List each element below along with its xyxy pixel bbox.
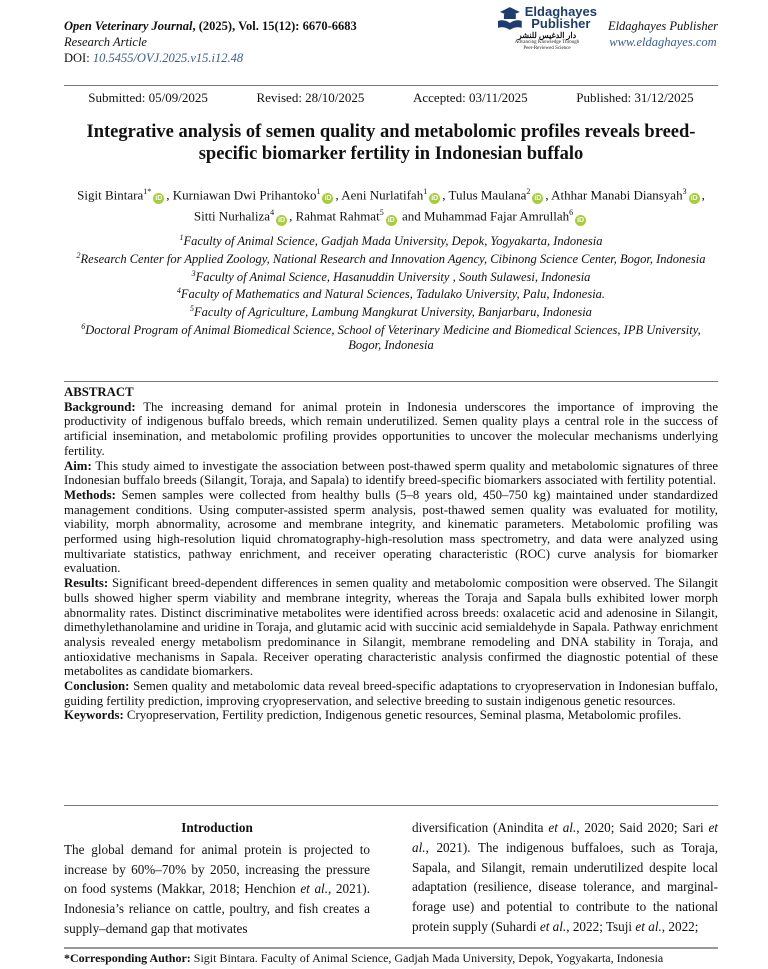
footnote bbox=[64, 951, 718, 966]
author-name: Kurniawan Dwi Prihantoko bbox=[172, 187, 317, 203]
abstract-section bbox=[64, 459, 718, 488]
accepted-date: Accepted: 03/11/2025 bbox=[413, 90, 528, 105]
section-label: Keywords: bbox=[64, 708, 124, 723]
section-label: Results: bbox=[64, 576, 109, 591]
orcid-icon[interactable]: iD bbox=[577, 216, 585, 224]
abstract-section bbox=[64, 400, 718, 459]
book-cap-icon bbox=[497, 5, 523, 31]
affiliation-mark: 5 bbox=[190, 304, 195, 313]
paper-title: Integrative analysis of semen quality and metabolomic profiles reveals breed-specific biomarker fertility in Indonesian buffalo bbox=[86, 122, 696, 164]
logo-arabic: دار الدغيس للنشر bbox=[517, 31, 577, 40]
author-name: Tulus Maulana bbox=[448, 187, 527, 203]
logo-line2: Publisher bbox=[531, 16, 591, 31]
affiliation bbox=[64, 267, 718, 285]
author-affiliation-mark: 4 bbox=[270, 208, 275, 218]
affiliation-text: Doctoral Program of Animal Biomedical Science, School of Veterinary Medicine and Biomedical Sciences, IPB University, Bogor, Indonesia bbox=[85, 322, 701, 352]
abstract-section bbox=[64, 576, 718, 679]
section-label: Aim: bbox=[64, 458, 92, 473]
author-affiliation-mark: 1 bbox=[316, 187, 321, 196]
section-label: Conclusion: bbox=[64, 679, 130, 694]
footnote-divider bbox=[64, 947, 718, 949]
section-text: Semen samples were collected from healthy bulls (5–8 years old, 450–750 kg) maintained under standardized management conditions. Using computer-assisted sperm analysis, post-thawed semen quality was evaluated for motility, viability, morph abnormality, acrosome and membrane integrity, and kinematic parameters. Metabolomic profiling was performed using high-resolution liquid chromatography-high-resolution mass spectrometry, and data were analyzed using multivariate statistics, pathway enrichment, and receiver operating characteristic (ROC) curve analysis for biomarker evaluation. bbox=[64, 487, 718, 576]
affiliation bbox=[64, 320, 718, 352]
affiliation-mark: 1 bbox=[179, 233, 184, 242]
article-type: Research Article bbox=[64, 35, 147, 49]
orcid-icon[interactable]: iD bbox=[534, 195, 542, 203]
logo-tagline2: Peer-Reviewed Science bbox=[523, 46, 571, 51]
affiliation-mark: 6 bbox=[81, 321, 86, 331]
affiliation bbox=[64, 302, 718, 320]
author-list: Sigit Bintara$^{1*}$iD , Kurniawan Dwi Prihantoko$^1$iD , Aeni Nurlatifah$^1$iD , Tulus Maulana$^2$iD , Athhar Manabi Diansyah$^3$iD , Sitti Nurhaliza$^4$iD , Rahmat Rahmat$^5$iD and Muhammad Fajar Amrullah$^6$iD bbox=[77, 187, 705, 224]
logo-line1: Eldaghayes bbox=[524, 4, 597, 19]
divider bbox=[64, 381, 718, 382]
intro-heading: Introduction bbox=[181, 820, 253, 835]
publisher-info bbox=[608, 18, 718, 50]
author-affiliation-mark: 3 bbox=[682, 187, 687, 196]
orcid-icon[interactable]: iD bbox=[278, 216, 286, 224]
affiliation bbox=[64, 249, 718, 267]
affiliation-text: Faculty of Animal Science, Gadjah Mada University, Depok, Yogyakarta, Indonesia bbox=[183, 234, 603, 249]
publisher-logo bbox=[497, 5, 597, 52]
dates-row bbox=[64, 90, 718, 106]
orcid-icon[interactable]: iD bbox=[431, 195, 439, 203]
section-label: Methods: bbox=[64, 487, 116, 502]
abstract-section bbox=[64, 488, 718, 576]
footnote-label: *Corresponding Author: bbox=[64, 951, 191, 965]
section-text: Significant breed-dependent differences in semen quality and metabolomic composition were observed. The Silangit bulls showed higher sperm viability and membrane integrity, whereas the Toraja and Sapala bulls exhibited lower morph abnormality rates. Distinct discriminative metabolites were identified across breeds: oxalacetic acid and adenosine in Silangit, dimethylethanolamine and uridine in Toraja, and glutamic acid with succinic acid semialdehyde in Sapala. Pathway enrichment analysis revealed energy metabolism predominance in Silangit, membrane remodeling and DNA stability in Toraja, and antioxidative mechanisms in Sapala. Receiver operating characteristic analysis confirmed the diagnostic potential of these metabolites as candidate biomarkers. bbox=[64, 576, 718, 679]
affiliation-text: Faculty of Animal Science, Hasanuddin University , South Sulawesi, Indonesia bbox=[195, 269, 591, 284]
orcid-icon[interactable]: iD bbox=[155, 195, 163, 203]
abstract-section bbox=[64, 708, 718, 723]
affiliation-mark: 3 bbox=[191, 268, 196, 278]
affiliation bbox=[64, 284, 718, 302]
section-text: The increasing demand for animal protein in Indonesia underscores the importance of improving the productivity of indigenous buffalo breeds, which remain underutilized. Semen quality plays a central role in the success of artificial insemination, and metabolomic profiling provides opportunities to uncover the molecular mechanisms underlying fertility. bbox=[64, 399, 718, 458]
author-affiliation-mark: 2 bbox=[526, 187, 531, 196]
journal-name: Open Veterinary Journal bbox=[64, 19, 193, 33]
section-text: This study aimed to investigate the association between post-thawed sperm quality and metabolomic signatures of three Indonesian buffalo breeds (Silangit, Toraja, and Sapala) to identify breed-specific biomarkers associated with fertility potential. bbox=[64, 458, 718, 488]
orcid-icon[interactable]: iD bbox=[387, 216, 395, 224]
orcid-icon[interactable]: iD bbox=[324, 195, 332, 203]
affiliations bbox=[64, 231, 718, 352]
revised-date: Revised: 28/10/2025 bbox=[256, 90, 365, 105]
author-affiliation-mark: 1* bbox=[143, 187, 152, 196]
affiliation-mark: 2 bbox=[76, 250, 81, 260]
citation: , (2025), Vol. 15(12): 6670-6683 bbox=[192, 19, 357, 33]
orcid-icon[interactable]: iD bbox=[690, 195, 698, 203]
doi-link[interactable]: 10.5455/OVJ.2025.v15.i12.48 bbox=[92, 51, 244, 65]
intro-right-text: diversification (Anindita et al., 2020; Said 2020; Sari et al., 2021). The indigenous buffaloes, such as Toraja, Sapala, and Silangit, remain underutilized despite local adaptation (resilience, disease tolerance, and marginal-forage use) and potential to contribute to the national protein supply (Suhardi et al., 2022; Tsuji et al., 2022; bbox=[412, 820, 718, 934]
journal-header bbox=[64, 18, 357, 66]
divider bbox=[64, 85, 718, 86]
footnote-text: Sigit Bintara. Faculty of Animal Science, Gadjah Mada University, Depok, Yogyakarta, Indonesia bbox=[190, 951, 664, 965]
intro-left-column bbox=[64, 818, 370, 939]
author-name: Sitti Nurhaliza bbox=[193, 208, 271, 224]
doi-label: DOI: bbox=[64, 51, 93, 65]
author-name: Rahmat Rahmat bbox=[295, 208, 380, 224]
intro-left-text: The global demand for animal protein is projected to increase by 60%–70% by 2050, increasing the pressure on food systems (Makkar, 2018; Henchion et al., 2021). Indonesia’s reliance on cattle, poultry, and fish creates a supply–demand gap that motivates bbox=[64, 841, 370, 936]
abstract-heading: ABSTRACT bbox=[64, 385, 134, 399]
section-text: Semen quality and metabolomic data reveal breed-specific adaptations to cryopreservation in Indonesian buffalo, guiding fertility prediction, improving cryopreservation, and selective breeding to sustain indigenous genetic resources. bbox=[64, 679, 718, 708]
abstract-section bbox=[64, 679, 718, 708]
author-name: Athhar Manabi Diansyah bbox=[551, 187, 683, 203]
author-affiliation-mark: 5 bbox=[379, 208, 384, 218]
section-text: Cryopreservation, Fertility prediction, Indigenous genetic resources, Seminal plasma, Metabolomic profiles. bbox=[123, 708, 682, 723]
abstract bbox=[64, 385, 718, 723]
and-text: and bbox=[401, 208, 421, 224]
author-affiliation-mark: 6 bbox=[569, 208, 574, 218]
published-date: Published: 31/12/2025 bbox=[576, 90, 694, 105]
affiliation-text: Faculty of Agriculture, Lambung Mangkurat University, Banjarbaru, Indonesia bbox=[194, 305, 592, 320]
author-name: Sigit Bintara bbox=[77, 187, 144, 203]
affiliation bbox=[64, 231, 718, 249]
affiliation-mark: 4 bbox=[176, 286, 181, 296]
author-affiliation-mark: 1 bbox=[423, 187, 428, 196]
divider bbox=[64, 805, 718, 806]
publisher-website[interactable]: www.eldaghayes.com bbox=[609, 35, 717, 49]
publisher-name: Eldaghayes Publisher bbox=[607, 19, 718, 33]
submitted-date: Submitted: 05/09/2025 bbox=[88, 90, 208, 105]
author-name: Muhammad Fajar Amrullah bbox=[423, 208, 570, 224]
affiliation-text: Research Center for Applied Zoology, National Research and Innovation Agency, Cibinong Science Center, Bogor, Indonesia bbox=[80, 251, 706, 266]
section-label: Background: bbox=[64, 399, 136, 414]
affiliation-text: Faculty of Mathematics and Natural Sciences, Tadulako University, Palu, Indonesia. bbox=[180, 287, 606, 302]
logo-tagline1: Advancing Knowledge Through bbox=[514, 40, 580, 45]
author-name: Aeni Nurlatifah bbox=[341, 187, 424, 203]
